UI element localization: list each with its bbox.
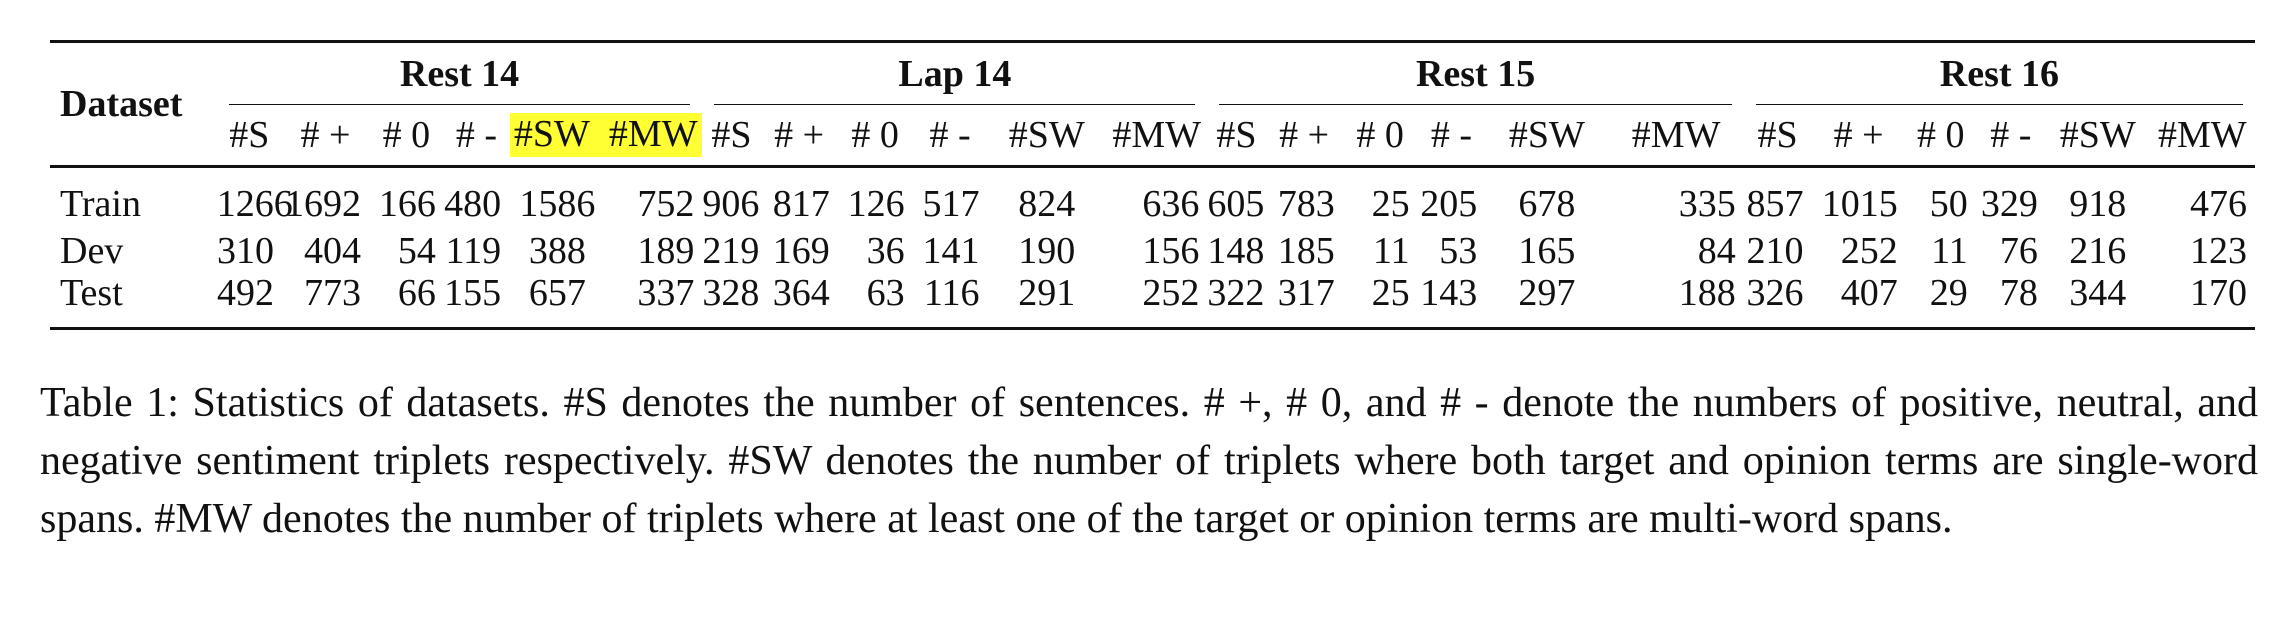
table-cell: 63 <box>838 274 913 329</box>
table-cell: 53 <box>1439 229 1478 272</box>
table-cell: 216 <box>2069 229 2127 272</box>
table-cell: 407 <box>1811 274 1905 329</box>
dataset-statistics-table <box>50 40 2255 330</box>
table-cell: 126 <box>847 182 905 225</box>
column-header: # 0 <box>1906 105 1976 167</box>
table-row <box>50 180 2255 227</box>
table-cell: 773 <box>282 274 369 329</box>
group-underline <box>1756 104 2243 105</box>
table-cell: 337 <box>606 274 703 329</box>
column-header-mw: #MW <box>608 113 698 155</box>
column-header: # + <box>1811 105 1905 167</box>
column-header: # - <box>1976 105 2046 167</box>
table-cell: 116 <box>913 274 988 329</box>
table-cell: 1266 <box>216 182 293 225</box>
column-header: #S <box>702 105 760 167</box>
table-cell: 657 <box>509 274 606 329</box>
table-cell: 78 <box>1976 274 2046 329</box>
group-header-rest14 <box>217 42 703 106</box>
table-cell: 123 <box>2190 229 2247 272</box>
table-cell: 143 <box>1418 274 1486 329</box>
table-cell: 857 <box>1746 182 1804 225</box>
table-cell: 189 <box>637 229 695 272</box>
table-cell: 252 <box>1840 229 1898 272</box>
table-cell: 25 <box>1343 274 1418 329</box>
group-header-label: Lap 14 <box>898 53 1012 95</box>
table-cell: 817 <box>772 182 830 225</box>
table-cell: 1015 <box>1821 182 1898 225</box>
table-cell: 50 <box>1929 182 1968 225</box>
table-cell: 205 <box>1420 182 1478 225</box>
table-cell: 25 <box>1371 182 1410 225</box>
column-header-sw: #SW <box>513 113 590 155</box>
column-header: # - <box>1418 105 1486 167</box>
table-cell: 492 <box>217 274 282 329</box>
table-caption: Table 1: Statistics of datasets. #S denotes the number of sentences. # +, # 0, and # - denote the numbers of positive, neutral, and negative sentiment triplets respectively. #SW denotes the number of triplets where both target and opinion terms are single-word spans. #MW denotes the number of triplets where at least one of the target or opinion terms are multi-word spans. <box>40 380 2258 542</box>
column-header-row <box>50 105 2255 167</box>
table-row <box>50 274 2255 329</box>
group-header-label: Rest 15 <box>1415 53 1536 95</box>
spacer-cell <box>50 167 2255 181</box>
group-underline <box>1219 104 1731 105</box>
table-cell: 66 <box>369 274 444 329</box>
highlight-mark <box>510 113 702 157</box>
table-cell: 404 <box>303 229 361 272</box>
table-cell: 605 <box>1207 182 1265 225</box>
table-cell: 918 <box>2069 182 2127 225</box>
column-header: #S <box>217 105 282 167</box>
table-cell: 329 <box>1980 182 2038 225</box>
table-cell: 906 <box>702 182 760 225</box>
table-cell: 219 <box>702 229 760 272</box>
column-header: #MW <box>1608 105 1743 167</box>
table-cell: 210 <box>1746 229 1804 272</box>
table-cell: 480 <box>444 182 502 225</box>
table-cell: 252 <box>1106 274 1208 329</box>
table-cell: 824 <box>1018 182 1076 225</box>
row-label: Dev <box>60 229 124 272</box>
table-cell: 156 <box>1142 229 1200 272</box>
dataset-header: Dataset <box>50 42 217 167</box>
table-cell: 326 <box>1744 274 1812 329</box>
table-cell: 84 <box>1697 229 1736 272</box>
table-cell: 54 <box>397 229 436 272</box>
table-cell: 783 <box>1277 182 1335 225</box>
group-header-rest15 <box>1207 42 1743 106</box>
group-underline <box>714 104 1195 105</box>
table-cell: 36 <box>866 229 905 272</box>
table-cell: 141 <box>922 229 980 272</box>
table-cell: 297 <box>1485 274 1608 329</box>
table-cell: 636 <box>1142 182 1200 225</box>
table-cell: 752 <box>637 182 695 225</box>
table-cell: 165 <box>1518 229 1576 272</box>
spacer-row <box>50 167 2255 181</box>
table-cell: 388 <box>528 229 586 272</box>
table-cell: 1692 <box>284 182 361 225</box>
column-header: # + <box>282 105 369 167</box>
table-cell: 188 <box>1608 274 1743 329</box>
group-header-label: Rest 16 <box>1939 53 2060 95</box>
table-cell: 476 <box>2190 182 2247 225</box>
column-header: # 0 <box>1343 105 1418 167</box>
table-cell: 11 <box>1373 229 1410 272</box>
group-header-rest16 <box>1744 42 2255 106</box>
table-cell: 185 <box>1277 229 1335 272</box>
table-cell: 29 <box>1906 274 1976 329</box>
table-cell: 170 <box>2150 274 2255 329</box>
table-cell: 317 <box>1265 274 1342 329</box>
table-cell: 517 <box>922 182 980 225</box>
table-cell: 119 <box>445 229 502 272</box>
table-cell: 190 <box>1018 229 1076 272</box>
column-header: #MW <box>1106 105 1208 167</box>
table-cell: 344 <box>2046 274 2150 329</box>
column-header: #S <box>1744 105 1812 167</box>
column-header: # + <box>760 105 837 167</box>
highlighted-column-headers <box>509 105 702 167</box>
row-label: Train <box>60 182 141 225</box>
column-header: # - <box>444 105 509 167</box>
column-header: #MW <box>2150 105 2255 167</box>
table-cell: 1586 <box>519 182 596 225</box>
table-cell: 364 <box>760 274 837 329</box>
column-header: #S <box>1207 105 1265 167</box>
column-header: #SW <box>1485 105 1608 167</box>
column-header: #SW <box>988 105 1106 167</box>
table-body <box>50 167 2255 329</box>
table-cell: 310 <box>216 229 274 272</box>
table-cell: 322 <box>1207 274 1265 329</box>
column-header: # - <box>913 105 988 167</box>
table-cell: 11 <box>1931 229 1968 272</box>
column-header: # 0 <box>369 105 444 167</box>
column-header: #SW <box>2046 105 2150 167</box>
group-underline <box>229 104 691 105</box>
table-cell: 166 <box>378 182 436 225</box>
table-row <box>50 227 2255 274</box>
column-header: # 0 <box>838 105 913 167</box>
table-cell: 148 <box>1207 229 1265 272</box>
table-cell: 335 <box>1678 182 1736 225</box>
table-cell: 155 <box>444 274 509 329</box>
table-cell: 291 <box>988 274 1106 329</box>
group-header-label: Rest 14 <box>399 53 520 95</box>
column-header: # + <box>1265 105 1342 167</box>
table-cell: 678 <box>1518 182 1576 225</box>
dataset-statistics-table-container <box>50 40 2255 330</box>
table-cell: 76 <box>1999 229 2038 272</box>
group-header-lap14 <box>702 42 1207 106</box>
table-cell: 328 <box>702 274 760 329</box>
table-cell: 169 <box>772 229 830 272</box>
row-label: Test <box>50 274 217 329</box>
